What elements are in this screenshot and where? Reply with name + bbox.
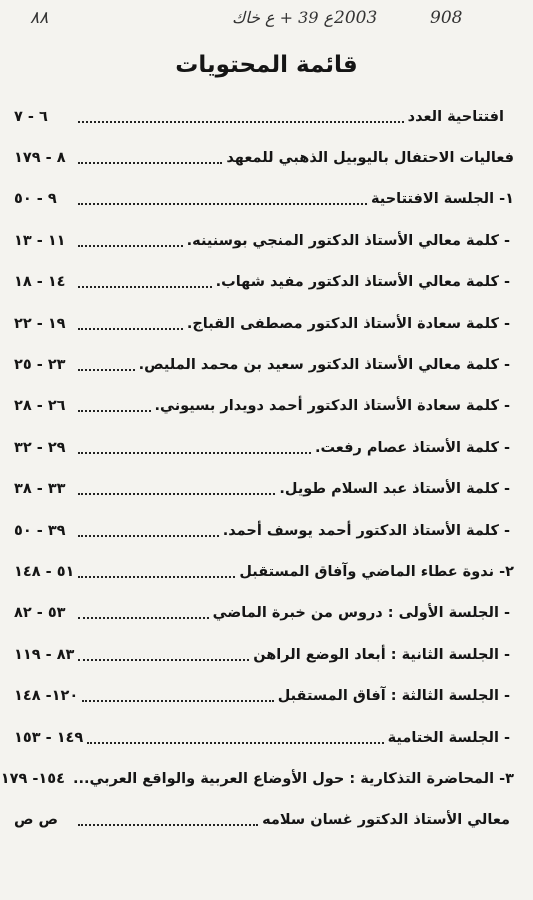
toc-entry xyxy=(14,220,514,261)
toc-entry-pages: ١٤٩ - ١٥٣ xyxy=(14,729,84,746)
toc-entry-label: ٢- ندوة عطاء الماضي وآفاق المستقبل xyxy=(239,563,514,580)
toc-leader-dots xyxy=(78,824,258,826)
toc-leader-dots xyxy=(78,576,235,578)
toc-entry-label: - الجلسة الثانية : أبعاد الوضع الراهن xyxy=(253,646,510,663)
toc-entry xyxy=(14,96,514,137)
toc-entry-label: - كلمة معالي الأستاذ الدكتور مفيد شهاب. xyxy=(215,274,510,291)
toc-entry-pages: ٢٦ - ٢٨ xyxy=(14,398,66,415)
toc-entry-label: - كلمة الأستاذ الدكتور أحمد يوسف أحمد. xyxy=(222,522,510,539)
toc-entry-label: - الجلسة الختامية xyxy=(387,729,510,746)
toc-entry xyxy=(0,758,514,799)
toc-leader-dots xyxy=(78,162,222,164)
toc-entry xyxy=(14,262,514,303)
toc-entry xyxy=(14,137,514,178)
toc-entry-pages: ٨ - ١٧٩ xyxy=(14,150,66,167)
toc-entry-pages: ٨٣ - ١١٩ xyxy=(14,646,75,663)
table-of-contents xyxy=(0,96,514,841)
handwritten-note-reference: ع 39 + ع خاك xyxy=(232,8,334,27)
toc-entry-label: ٣- المحاضرة التذكارية : حول الأوضاع العربية والواقع العربي... xyxy=(72,770,514,787)
toc-leader-dots xyxy=(87,742,383,744)
toc-entry-label: فعاليات الاحتفال باليوبيل الذهبي للمعهد xyxy=(226,150,514,167)
toc-entry-label: - كلمة سعادة الأستاذ الدكتور مصطفى القباج. xyxy=(186,315,510,332)
toc-leader-dots xyxy=(78,245,183,247)
toc-entry-pages: ٩ - ٥٠ xyxy=(14,191,57,208)
toc-leader-dots xyxy=(78,493,275,495)
toc-entry-pages: ١٥٤- ١٧٩ xyxy=(0,770,65,787)
toc-leader-dots xyxy=(78,410,151,412)
toc-entry-label: افتتاحية العدد xyxy=(407,108,504,125)
toc-entry xyxy=(14,427,514,468)
toc-entry xyxy=(14,593,514,634)
toc-entry-label: - الجلسة الأولى : دروس من خبرة الماضي xyxy=(212,605,510,622)
toc-entry xyxy=(14,675,514,716)
toc-leader-dots xyxy=(78,286,212,288)
toc-entry xyxy=(14,717,514,758)
toc-entry xyxy=(14,510,514,551)
toc-entry xyxy=(14,179,514,220)
toc-entry-pages: ٢٣ - ٢٥ xyxy=(14,357,66,374)
toc-entry-pages: ٣٣ - ٣٨ xyxy=(14,481,66,498)
toc-leader-dots xyxy=(78,617,209,619)
toc-entry-label: معالي الأستاذ الدكتور غسان سلامه xyxy=(262,812,510,829)
handwritten-note-left: ٨٨ xyxy=(30,8,49,28)
toc-leader-dots xyxy=(78,328,183,330)
toc-leader-dots xyxy=(82,700,273,702)
toc-leader-dots xyxy=(78,203,367,205)
toc-entry-pages: ١٩ - ٢٢ xyxy=(14,315,66,332)
toc-entry xyxy=(14,634,514,675)
toc-leader-dots xyxy=(78,121,404,123)
handwritten-note-number: 908 xyxy=(430,8,463,28)
toc-entry-label: - كلمة معالي الأستاذ الدكتور سعيد بن محمد المليص. xyxy=(138,357,510,374)
toc-entry-label: - كلمة معالي الأستاذ الدكتور المنجي بوسنينه. xyxy=(186,232,510,249)
toc-entry xyxy=(14,344,514,385)
toc-entry-pages: ٣٩ - ٥٠ xyxy=(14,522,66,539)
toc-entry xyxy=(14,800,514,841)
toc-entry-pages: ٥٣ - ٨٢ xyxy=(14,605,66,622)
toc-entry-pages: ١٤ - ١٨ xyxy=(14,274,66,291)
toc-leader-dots xyxy=(78,452,311,454)
toc-entry-pages: ١١ - ١٣ xyxy=(14,232,66,249)
toc-entry-pages: ١٢٠- ١٤٨ xyxy=(14,688,79,705)
toc-leader-dots xyxy=(78,659,249,661)
toc-entry-label: - كلمة الأستاذ عبد السلام طويل. xyxy=(279,481,510,498)
toc-entry xyxy=(14,386,514,427)
toc-entry xyxy=(14,303,514,344)
toc-leader-dots xyxy=(78,369,135,371)
toc-entry xyxy=(14,551,514,592)
toc-entry xyxy=(14,469,514,510)
toc-leader-dots xyxy=(78,535,219,537)
toc-entry-label: - كلمة سعادة الأستاذ الدكتور أحمد دويدار بسيوني. xyxy=(154,398,510,415)
toc-entry-pages: ص ص xyxy=(14,812,59,829)
toc-entry-pages: ٥١ - ١٤٨ xyxy=(14,563,75,580)
toc-entry-pages: ٢٩ - ٣٢ xyxy=(14,439,66,456)
handwritten-note-year: 2003 xyxy=(334,8,378,28)
page-title: قائمة المحتويات xyxy=(175,52,358,78)
toc-entry-label: - كلمة الأستاذ عصام رفعت. xyxy=(314,439,510,456)
toc-entry-label: ١- الجلسة الافتتاحية xyxy=(370,191,514,208)
toc-entry-label: - الجلسة الثالثة : آفاق المستقبل xyxy=(277,688,510,705)
toc-entry-pages: ٦ - ٧ xyxy=(14,108,48,125)
